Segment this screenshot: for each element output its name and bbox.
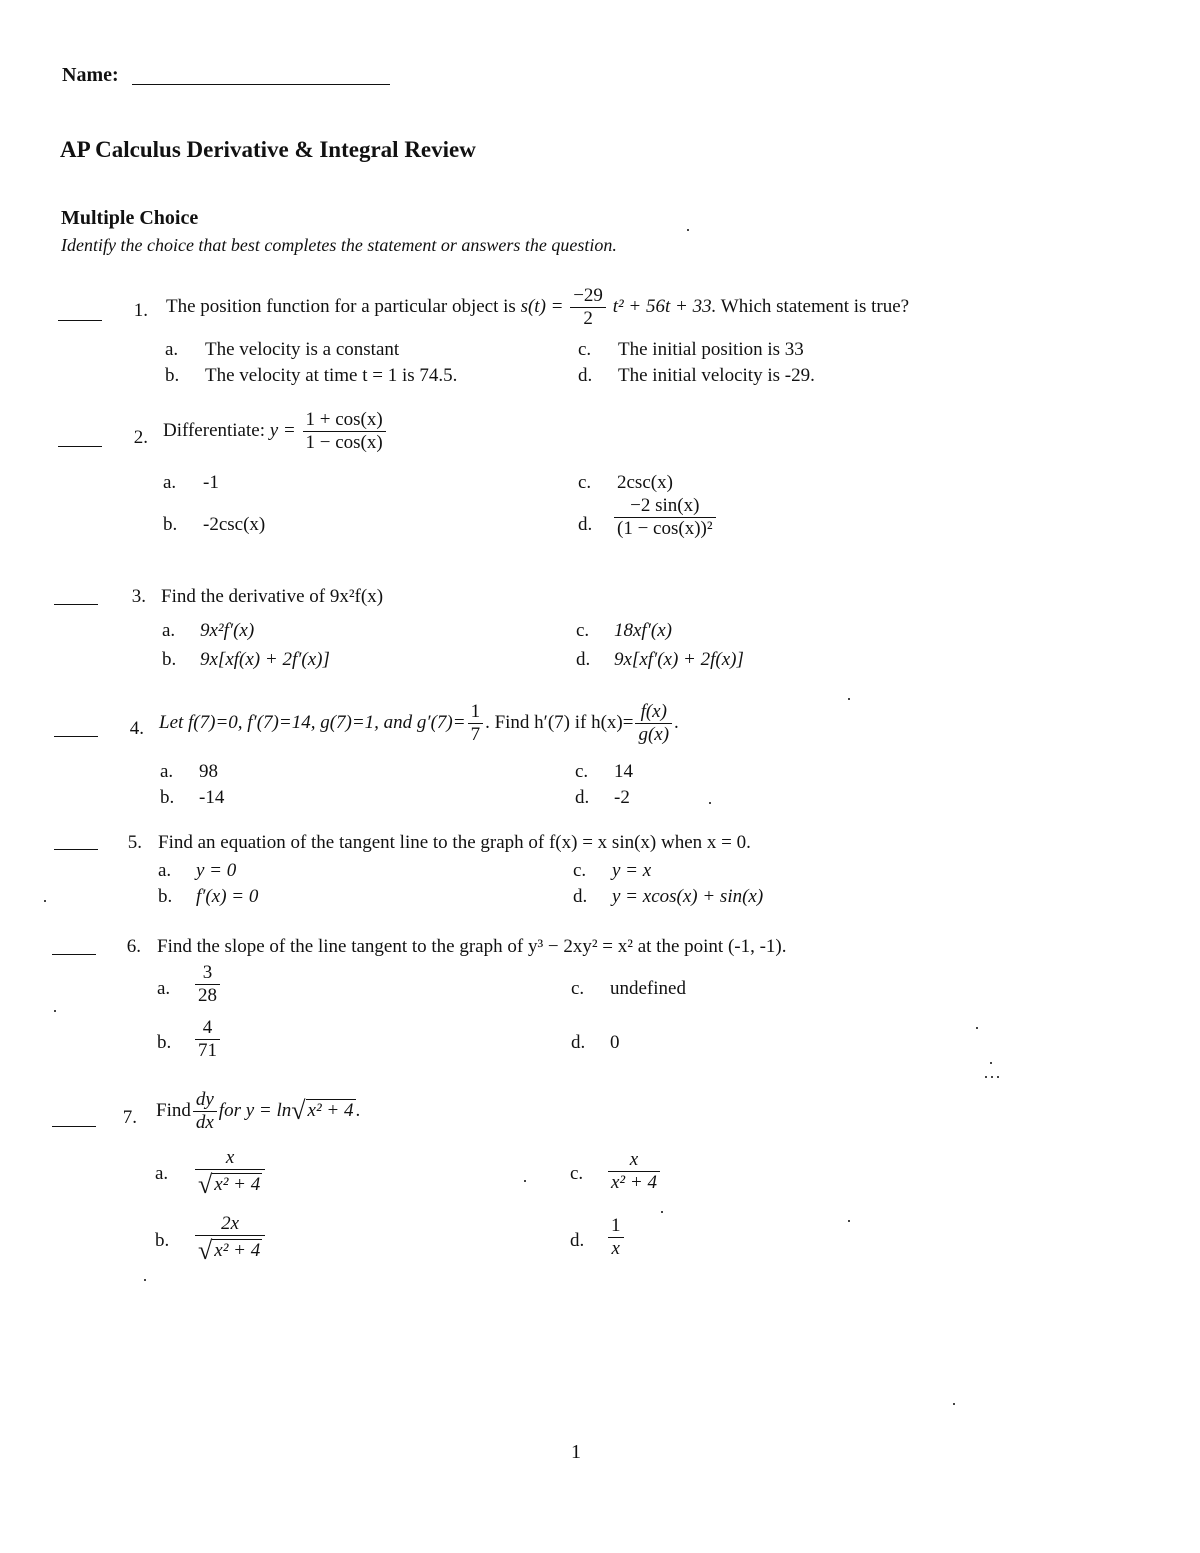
q6-choice-b-fraction [195, 1018, 220, 1061]
q7-choice-c-letter: c. [570, 1163, 584, 1184]
scan-speck [991, 1076, 993, 1078]
scan-speck [990, 1062, 992, 1064]
q7-choice-c[interactable] [606, 1150, 662, 1193]
answer-blank-2[interactable] [58, 446, 102, 447]
q7-choice-a[interactable] [193, 1148, 267, 1198]
q1-rest: t² + 56t + 33. [612, 295, 717, 317]
q4-choice-b-letter: b. [160, 787, 175, 808]
q6-choice-d[interactable]: 0 [610, 1032, 620, 1053]
answer-blank-3[interactable] [54, 604, 98, 605]
q4-h-fraction [635, 702, 672, 745]
q6-choice-b[interactable] [193, 1018, 222, 1061]
q4-g-num: 1 [468, 702, 484, 724]
q4-h-den: g(x) [638, 723, 670, 745]
question-number-6: 6. [126, 936, 141, 957]
q7-choice-b-letter: b. [155, 1230, 170, 1251]
q3-choice-a[interactable]: 9x²f′(x) [200, 620, 255, 641]
section-title: Multiple Choice [61, 207, 199, 229]
q1-choice-d[interactable]: The initial velocity is -29. [618, 365, 815, 386]
q1-choice-a[interactable]: The velocity is a constant [205, 339, 400, 360]
q7-choice-a-fraction [195, 1148, 265, 1198]
q4-choice-d[interactable]: -2 [614, 787, 630, 808]
q7-choice-d-fraction [608, 1216, 624, 1259]
q2-choice-d-fraction [614, 496, 716, 539]
q2-choice-d-num: −2 sin(x) [614, 496, 716, 518]
q1-text-before: The position function for a particular object is [166, 295, 516, 317]
q4-choice-d-letter: d. [575, 787, 590, 808]
q2-choice-b[interactable]: -2csc(x) [203, 514, 266, 535]
q6-choice-b-letter: b. [157, 1032, 172, 1053]
q7-dx: dx [195, 1111, 214, 1133]
q1-choice-b[interactable]: The velocity at time t = 1 is 74.5. [205, 365, 458, 386]
q3-choice-b[interactable]: 9x[xf(x) + 2f′(x)] [200, 649, 330, 670]
q7-choice-a-letter: a. [155, 1163, 169, 1184]
q7-choice-c-fraction [608, 1150, 660, 1193]
q3-choice-c-letter: c. [576, 620, 590, 641]
q2-choice-d-letter: d. [578, 514, 593, 535]
scan-speck [985, 1076, 987, 1078]
q4-choice-c-letter: c. [575, 761, 589, 782]
q6-choice-a-letter: a. [157, 978, 171, 999]
q7-dy: dy [193, 1090, 217, 1112]
q4-choice-a[interactable]: 98 [199, 761, 218, 782]
answer-blank-6[interactable] [52, 954, 96, 955]
scan-speck [144, 1279, 146, 1281]
q4-choice-c[interactable]: 14 [614, 761, 633, 782]
q7-choice-d[interactable] [606, 1216, 626, 1259]
q7-choice-c-num: x [608, 1150, 660, 1172]
q6-choice-a[interactable] [193, 963, 222, 1006]
q5-choice-b-letter: b. [158, 886, 173, 907]
answer-blank-4[interactable] [54, 736, 98, 737]
q1-choice-c-letter: c. [578, 339, 592, 360]
answer-blank-7[interactable] [52, 1126, 96, 1127]
instructions: Identify the choice that best completes the statement or answers the question. [61, 235, 617, 255]
q6-choice-a-den: 28 [198, 984, 217, 1006]
q5-choice-a-letter: a. [158, 860, 172, 881]
q2-choice-d-den: (1 − cos(x))² [617, 517, 713, 539]
q7-text-find: Find [156, 1099, 191, 1121]
q2-fraction [303, 410, 386, 453]
q1-fraction-den: 2 [583, 307, 593, 329]
q2-text: Differentiate: [163, 419, 265, 441]
scan-speck [848, 698, 850, 700]
q4-text-end: . [674, 711, 679, 733]
question-7-text [156, 1090, 360, 1133]
q7-choice-b[interactable] [193, 1214, 267, 1264]
scan-speck [997, 1076, 999, 1078]
q4-text-before: Let f(7)=0, f′(7)=14, g(7)=1, and g′(7)= [159, 711, 466, 733]
name-label: Name: [62, 64, 119, 86]
scan-speck [848, 1220, 850, 1222]
question-6-text: Find the slope of the line tangent to the graph of y³ − 2xy² = x² at the point (-1, -1). [157, 936, 787, 957]
q7-choice-a-num: x [195, 1148, 265, 1170]
q7-derivative-fraction [193, 1090, 217, 1133]
question-number-3: 3. [131, 586, 146, 607]
q4-choice-b[interactable]: -14 [199, 787, 225, 808]
scan-speck [709, 802, 711, 804]
page-title: AP Calculus Derivative & Integral Review [60, 137, 476, 162]
q1-s-of-t: s(t) = [520, 295, 564, 317]
q7-choice-b-den: x² + 4 [214, 1239, 261, 1261]
scan-speck [976, 1027, 978, 1029]
q6-choice-c[interactable]: undefined [610, 978, 686, 999]
q6-choice-a-num: 3 [195, 963, 220, 985]
question-3-text: Find the derivative of 9x²f(x) [161, 586, 384, 607]
question-number-5: 5. [127, 832, 142, 853]
q6-choice-b-den: 71 [198, 1039, 217, 1061]
q5-choice-c-letter: c. [573, 860, 587, 881]
q1-fraction-num: −29 [570, 286, 606, 308]
question-4-text [159, 702, 679, 745]
q6-choice-d-letter: d. [571, 1032, 586, 1053]
scan-speck [54, 1010, 56, 1012]
q7-choice-b-fraction [195, 1214, 265, 1264]
q2-choice-c-letter: c. [578, 472, 592, 493]
scan-speck [524, 1180, 526, 1182]
q1-fraction [570, 286, 606, 329]
answer-blank-1[interactable] [58, 320, 102, 321]
q2-choice-a[interactable]: -1 [203, 472, 219, 493]
q4-h-num: f(x) [635, 702, 672, 724]
q2-fraction-num: 1 + cos(x) [303, 410, 386, 432]
q6-choice-a-fraction [195, 963, 220, 1006]
question-number-4: 4. [129, 718, 144, 739]
q6-choice-b-num: 4 [195, 1018, 220, 1040]
q4-g-den: 7 [470, 723, 481, 745]
scan-speck [661, 1211, 663, 1213]
q1-text-after: Which statement is true? [720, 295, 910, 317]
q5-choice-d-letter: d. [573, 886, 588, 907]
q7-radicand: x² + 4 [307, 1099, 354, 1121]
q7-choice-b-num: 2x [195, 1214, 265, 1236]
q4-choice-a-letter: a. [160, 761, 174, 782]
q2-choice-a-letter: a. [163, 472, 177, 493]
q3-choice-c[interactable]: 18xf′(x) [614, 620, 672, 641]
q5-choice-d[interactable]: y = xcos(x) + sin(x) [612, 886, 764, 907]
scan-speck [953, 1403, 955, 1405]
question-2-text [163, 410, 388, 453]
q1-choice-b-letter: b. [165, 365, 180, 386]
answer-blank-5[interactable] [54, 849, 98, 850]
q3-choice-b-letter: b. [162, 649, 177, 670]
q6-choice-c-letter: c. [571, 978, 585, 999]
q7-radical: √ x² + 4 [291, 1095, 354, 1125]
q7-text-end: . [355, 1099, 361, 1121]
q2-choice-b-letter: b. [163, 514, 178, 535]
q2-choice-d[interactable] [612, 496, 718, 539]
q7-choice-a-den-wrap: √ x² + 4 [198, 1169, 261, 1199]
q1-choice-c[interactable]: The initial position is 33 [618, 339, 804, 360]
question-number-1: 1. [133, 300, 148, 321]
question-1-text [166, 286, 909, 329]
name-field-line[interactable] [132, 84, 390, 85]
q7-choice-a-den: x² + 4 [214, 1173, 261, 1195]
scan-speck [44, 900, 46, 902]
q3-choice-a-letter: a. [162, 620, 176, 641]
q4-g-fraction [468, 702, 484, 745]
q7-choice-c-den: x² + 4 [611, 1171, 657, 1193]
q5-choice-a[interactable]: y = 0 [196, 860, 237, 881]
q7-choice-d-letter: d. [570, 1230, 585, 1251]
page-number: 1 [571, 1441, 581, 1463]
q3-choice-d[interactable]: 9x[xf′(x) + 2f(x)] [614, 649, 744, 670]
q1-choice-d-letter: d. [578, 365, 593, 386]
q7-text-for: for y = ln [218, 1099, 292, 1121]
q2-choice-c[interactable]: 2csc(x) [617, 472, 673, 493]
q2-lhs: y = [269, 419, 296, 441]
q2-fraction-den: 1 − cos(x) [305, 431, 383, 453]
q5-choice-b[interactable]: f′(x) = 0 [196, 886, 259, 907]
q1-choice-a-letter: a. [165, 339, 179, 360]
q7-choice-d-num: 1 [608, 1216, 624, 1238]
question-5-text: Find an equation of the tangent line to the graph of f(x) = x sin(x) when x = 0. [158, 832, 751, 853]
q7-choice-d-den: x [611, 1237, 620, 1259]
q7-choice-b-den-wrap: √ x² + 4 [198, 1235, 261, 1265]
q5-choice-c[interactable]: y = x [612, 860, 652, 881]
q3-choice-d-letter: d. [576, 649, 591, 670]
question-number-2: 2. [133, 427, 148, 448]
question-number-7: 7. [122, 1107, 137, 1128]
scan-speck [687, 229, 689, 231]
q4-text-mid: . Find h′(7) if h(x)= [485, 711, 634, 733]
